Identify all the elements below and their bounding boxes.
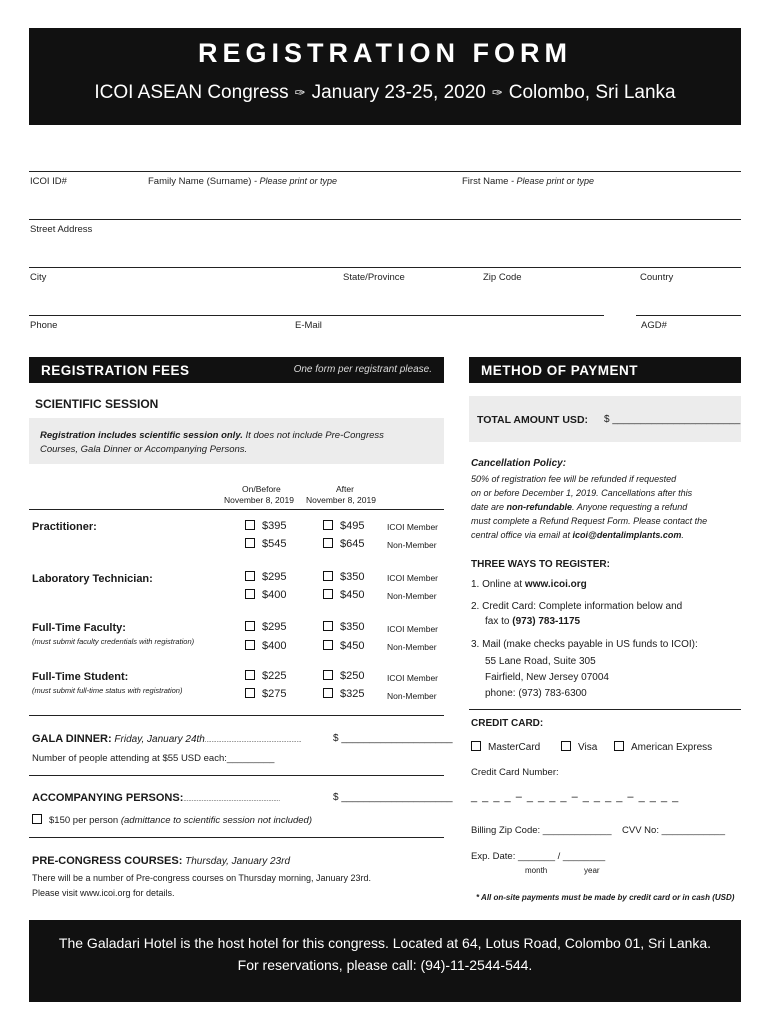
checkbox-icon — [245, 538, 255, 548]
gala-dinner-line: GALA DINNER: Friday, January 24th.......................................................... — [32, 733, 302, 745]
checkbox-icon — [323, 538, 333, 548]
fee-option[interactable]: $295 — [245, 571, 286, 583]
fee-option[interactable]: $400 — [245, 589, 286, 601]
header-banner — [29, 28, 741, 125]
fee-option[interactable]: $350 — [323, 571, 364, 583]
category-lab-technician: Laboratory Technician: — [32, 573, 153, 585]
fee-option[interactable]: $495 — [323, 520, 364, 532]
accompanying-divider — [29, 837, 444, 838]
checkbox-icon — [561, 741, 571, 751]
includes-line-2: Courses, Gala Dinner or Accompanying Persons. — [40, 444, 248, 455]
member-label: ICOI Member — [387, 573, 439, 583]
total-amount-field[interactable]: $ _______________________ — [604, 414, 741, 425]
fee-option[interactable]: $275 — [245, 688, 286, 700]
exp-year-label: year — [584, 866, 600, 875]
category-student: Full-Time Student: — [32, 671, 129, 683]
cancellation-heading: Cancellation Policy: — [471, 458, 567, 469]
registration-fees-bar — [29, 357, 444, 383]
checkbox-icon — [245, 571, 255, 581]
billing-zip-field[interactable]: Billing Zip Code: _____________ — [471, 825, 612, 836]
precongress-info-1: There will be a number of Pre-congress courses on Thursday morning, January 23rd. — [32, 873, 371, 883]
icoi-id-label: ICOI ID# — [30, 176, 67, 187]
way-fax: fax to (973) 783-1175 — [485, 616, 581, 627]
col-before-label: On/Before — [242, 484, 281, 494]
form-title: REGISTRATION FORM — [198, 38, 572, 68]
gala-divider — [29, 775, 444, 776]
email-label: E-Mail — [295, 320, 322, 331]
cancel-line-2: on or before December 1, 2019. Cancellations after this — [471, 488, 693, 498]
member-label: ICOI Member — [387, 673, 439, 683]
checkbox-icon — [245, 589, 255, 599]
credit-card-heading: CREDIT CARD: — [471, 718, 544, 729]
fee-option[interactable]: $450 — [323, 640, 364, 652]
checkbox-icon — [245, 520, 255, 530]
cc-number-label: Credit Card Number: — [471, 767, 559, 778]
fee-option[interactable]: $545 — [245, 538, 286, 550]
state-label: State/Province — [343, 272, 405, 283]
payment-divider — [469, 709, 741, 710]
fee-option[interactable]: $450 — [323, 589, 364, 601]
fees-divider — [29, 509, 444, 510]
exp-month-label: month — [525, 866, 548, 875]
field-line-phone[interactable] — [29, 315, 604, 316]
scientific-session-heading: SCIENTIFIC SESSION — [35, 397, 159, 411]
fee-option[interactable]: $350 — [323, 621, 364, 633]
three-ways-heading: THREE WAYS TO REGISTER: — [471, 559, 610, 570]
non-member-label: Non-Member — [387, 540, 437, 550]
checkbox-icon — [323, 589, 333, 599]
cancel-line-3: date are non-refundable. Anyone requesting a refund — [471, 502, 688, 512]
fee-option[interactable]: $645 — [323, 538, 364, 550]
category-practitioner: Practitioner: — [32, 521, 97, 533]
fee-option[interactable]: $325 — [323, 688, 364, 700]
method-of-payment-heading: METHOD OF PAYMENT — [481, 363, 639, 378]
student-note: (must submit full-time status with registration) — [32, 686, 183, 695]
way-credit-card: 2. Credit Card: Complete information below and — [471, 601, 683, 612]
member-label: ICOI Member — [387, 624, 439, 634]
checkbox-icon — [614, 741, 624, 751]
checkbox-icon — [32, 814, 42, 824]
includes-line-1: Registration includes scientific session only. It does not include Pre-Congress — [40, 430, 384, 441]
gala-attending-field[interactable]: Number of people attending at $55 USD each:_________ — [32, 753, 275, 764]
registration-fees-heading: REGISTRATION FEES — [41, 363, 190, 378]
pen-separator-icon: ✑ — [491, 84, 503, 100]
family-name-label: Family Name (Surname) - Please print or type — [148, 176, 338, 187]
checkbox-icon — [323, 640, 333, 650]
cancel-line-5: central office via email at icoi@dentalimplants.com. — [471, 530, 684, 540]
street-address-label: Street Address — [30, 224, 93, 235]
method-of-payment-bar — [469, 357, 741, 383]
mail-address-2: Fairfield, New Jersey 07004 — [485, 672, 609, 683]
checkbox-icon — [245, 688, 255, 698]
checkbox-icon — [245, 621, 255, 631]
checkbox-icon — [323, 670, 333, 680]
fee-option[interactable]: $295 — [245, 621, 286, 633]
faculty-note: (must submit faculty credentials with registration) — [32, 637, 195, 646]
fee-option[interactable]: $250 — [323, 670, 364, 682]
total-amount-label: TOTAL AMOUNT USD: — [477, 414, 589, 426]
non-member-label: Non-Member — [387, 591, 437, 601]
event-location: Colombo, Sri Lanka — [508, 82, 676, 103]
zip-label: Zip Code — [483, 272, 522, 283]
card-mastercard-option[interactable]: MasterCard — [471, 741, 540, 753]
fee-option[interactable]: $395 — [245, 520, 286, 532]
field-line-name[interactable] — [29, 171, 741, 172]
event-subtitle — [29, 82, 741, 104]
non-member-label: Non-Member — [387, 642, 437, 652]
cancel-line-4: must complete a Refund Request Form. Please contact the — [471, 516, 708, 526]
one-form-note: One form per registrant please. — [293, 364, 432, 375]
checkbox-icon — [323, 520, 333, 530]
col-before-date: November 8, 2019 — [224, 495, 294, 505]
non-member-label: Non-Member — [387, 691, 437, 701]
accompanying-line: ACCOMPANYING PERSONS:.......................................................... — [32, 792, 281, 804]
card-amex-option[interactable]: American Express — [614, 741, 712, 753]
first-name-label: First Name - Please print or type — [462, 176, 594, 187]
field-line-agd[interactable] — [636, 315, 741, 316]
card-visa-option[interactable]: Visa — [561, 741, 597, 753]
category-faculty: Full-Time Faculty: — [32, 622, 126, 634]
way-online: 1. Online at www.icoi.org — [471, 579, 587, 590]
cvv-field[interactable]: CVV No: ____________ — [622, 825, 725, 836]
checkbox-icon — [245, 670, 255, 680]
fee-option[interactable]: $225 — [245, 670, 286, 682]
event-dates: January 23-25, 2020 — [311, 82, 486, 103]
agd-label: AGD# — [641, 320, 667, 331]
member-label: ICOI Member — [387, 522, 439, 532]
precongress-line: PRE-CONGRESS COURSES: Thursday, January 23rd — [32, 855, 291, 867]
field-line-city[interactable] — [29, 267, 741, 268]
reservation-info: For reservations, please call: (94)-11-2544-544. — [237, 957, 533, 973]
checkbox-icon — [323, 571, 333, 581]
event-name: ICOI ASEAN Congress — [94, 82, 289, 103]
fee-option[interactable]: $400 — [245, 640, 286, 652]
precongress-info-2: Please visit www.icoi.org for details. — [32, 888, 175, 898]
city-label: City — [30, 272, 47, 283]
checkbox-icon — [323, 621, 333, 631]
phone-label: Phone — [30, 320, 58, 331]
fees-bottom-divider — [29, 715, 444, 716]
includes-box — [29, 418, 444, 464]
field-line-street[interactable] — [29, 219, 741, 220]
cancel-line-1: 50% of registration fee will be refunded if requested — [471, 474, 677, 484]
hotel-footer — [29, 920, 741, 1002]
onsite-payment-note: * All on-site payments must be made by credit card or in cash (USD) — [476, 893, 735, 902]
mail-address-1: 55 Lane Road, Suite 305 — [485, 656, 596, 667]
gala-amount-field[interactable]: $ ____________________ — [333, 733, 453, 744]
country-label: Country — [640, 272, 674, 283]
way-mail: 3. Mail (make checks payable in US funds to ICOI): — [471, 639, 698, 650]
cc-number-field[interactable]: _ _ _ _ – _ _ _ _ – _ _ _ _ – _ _ _ _ — [471, 791, 680, 803]
mail-phone: phone: (973) 783-6300 — [485, 688, 587, 699]
pen-separator-icon: ✑ — [294, 84, 306, 100]
exp-date-field[interactable]: Exp. Date: _______ / ________ — [471, 851, 606, 862]
checkbox-icon — [471, 741, 481, 751]
checkbox-icon — [245, 640, 255, 650]
accompanying-amount-field[interactable]: $ ____________________ — [333, 792, 453, 803]
hotel-info: The Galadari Hotel is the host hotel for this congress. Located at 64, Lotus Road, Colombo 01, Sri Lanka. — [58, 935, 712, 951]
accompanying-option[interactable]: $150 per person (admittance to scientific session not included) — [32, 814, 312, 826]
col-after-label: After — [336, 484, 354, 494]
col-after-date: November 8, 2019 — [306, 495, 376, 505]
checkbox-icon — [323, 688, 333, 698]
